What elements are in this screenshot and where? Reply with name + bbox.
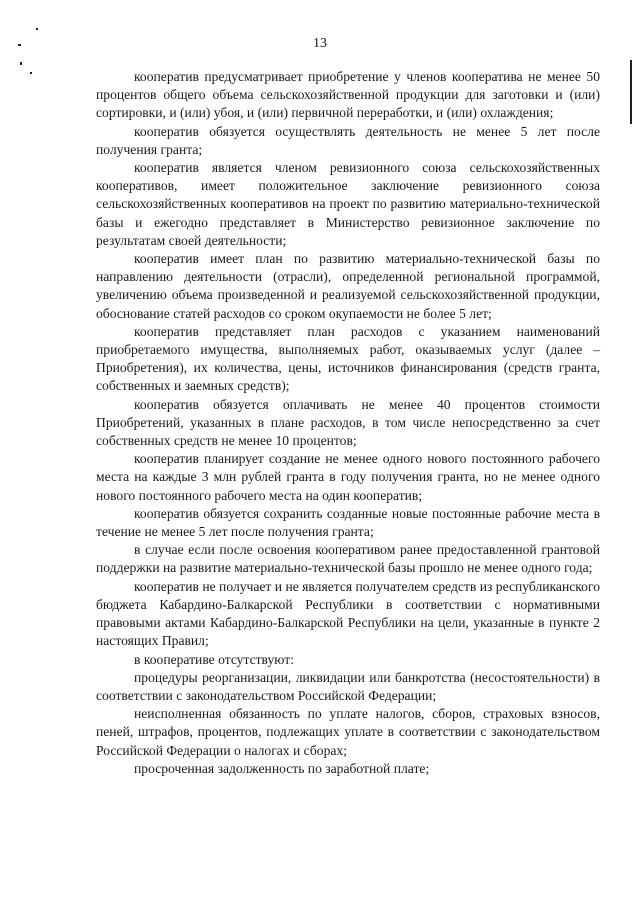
paragraph: в кооперативе отсутствуют: bbox=[134, 651, 294, 667]
paragraph: неисполненная обязанность по уплате налогов, сборов, страховых взносов, пеней, штрафов, процентов, подлежащих уплате в соответствии с законодательством Российской Федерации о налогах и сборах; bbox=[96, 706, 600, 758]
paragraph: процедуры реорганизации, ликвидации или банкротства (несостоятельности) в соответствии с законодательством Российской Федерации; bbox=[96, 669, 600, 703]
paragraph: кооператив является членом ревизионного союза сельскохозяйственных кооперативов, имеет положительное заключение ревизионного союза сельскохозяйственных кооперативов на проект по развитию материально-технической базы и ежегодно представляет в Министерство ревизионное заключение по результатам своей деятельности; bbox=[96, 160, 600, 248]
paragraph: кооператив представляет план расходов с указанием наименований приобретаемого имущества, выполняемых работ, оказываемых услуг (далее – Приобретения), их количества, цены, источников финансирования (средств гранта, собственных и заемных средств); bbox=[96, 323, 600, 394]
scan-edge-line bbox=[630, 60, 632, 124]
scan-speck-4 bbox=[30, 72, 32, 74]
paragraph: кооператив не получает и не является получателем средств из республиканского бюджета Кабардино-Балкарской Республики в соответствии с нормативными правовыми актами Кабардино-Балкарской Республики на цели, указанные в пункте 2 настоящих Правил; bbox=[96, 578, 600, 649]
paragraph: кооператив предусматривает приобретение у членов кооператива не менее 50 процентов общего объема сельскохозяйственной продукции для заготовки и (или) сортировки, и (или) убоя, и (или) первичной переработки, и (или) охлаждения; bbox=[96, 69, 600, 121]
scan-speck-1 bbox=[36, 28, 38, 30]
paragraph: кооператив обязуется оплачивать не менее 40 процентов стоимости Приобретений, указанных в плане расходов, в том числе непосредственно за счет собственных средств не менее 10 процентов; bbox=[96, 396, 600, 449]
scan-speck-2 bbox=[18, 44, 21, 46]
scan-speck-3 bbox=[20, 62, 22, 65]
paragraph: в случае если после освоения кооперативом ранее предоставленной грантовой поддержки на развитие материально-технической базы прошло не менее одного года; bbox=[96, 542, 600, 576]
paragraph: кооператив имеет план по развитию материально-технической базы по направлению деятельности (отрасли), определенной региональной программой, увеличению объема произведенной и реализуемой сельскохозяйственной продукции, обоснование статей расходов со сроком окупаемости не более 5 лет; bbox=[96, 251, 600, 321]
page-number: 13 bbox=[313, 36, 327, 51]
paragraph: кооператив обязуется сохранить созданные новые постоянные рабочие места в течение не менее 5 лет после получения гранта; bbox=[96, 505, 600, 540]
body-text bbox=[96, 68, 600, 778]
paragraph: кооператив планирует создание не менее одного нового постоянного рабочего места на каждые 3 млн рублей гранта в году получения гранта, но не менее одного нового постоянного рабочего места на один кооператив; bbox=[96, 451, 600, 503]
paragraph: просроченная задолженность по заработной плате; bbox=[134, 760, 430, 776]
paragraph: кооператив обязуется осуществлять деятельность не менее 5 лет после получения гранта; bbox=[96, 123, 600, 157]
